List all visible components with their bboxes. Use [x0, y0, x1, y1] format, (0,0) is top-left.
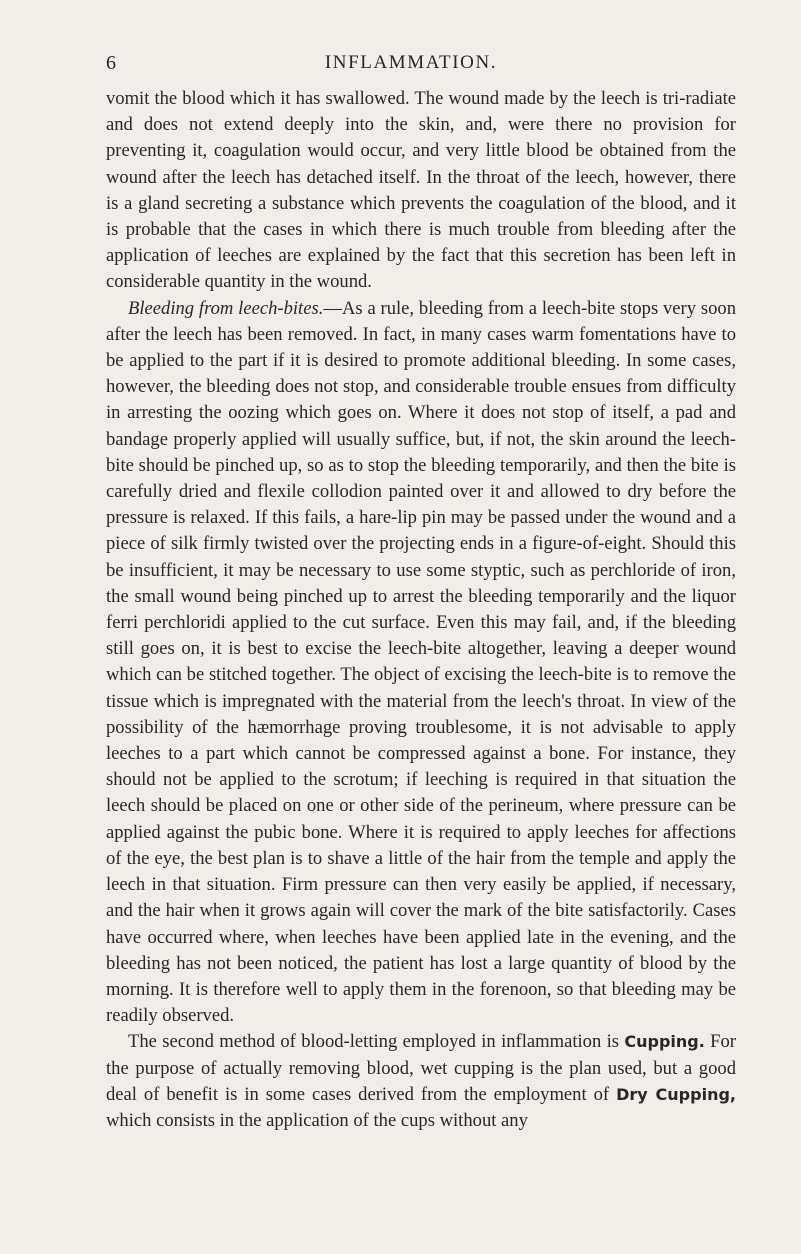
paragraph-3-part-b: For the purpose of actually removing blood, wet cupping is the plan used, but a good deal of benefit is in some cases derived from the employment of: [106, 1031, 736, 1105]
paragraph-2: [106, 296, 736, 1030]
paragraph-3: [106, 1029, 736, 1134]
body-text: [106, 86, 736, 1134]
paragraph-3-part-a: The second method of blood-letting employed in inflammation is: [128, 1031, 625, 1053]
term-cupping: Cupping.: [624, 1032, 705, 1052]
running-head: INFLAMMATION.: [324, 52, 498, 73]
paragraph-2-text: —As a rule, bleeding from a leech-bite stops very soon after the leech has been removed. In fact, in many cases warm fomentations have to be applied to the part if it is desired to promote additional bleeding. In some cases, however, the bleeding does not stop, and considerable trouble ensues from difficulty in arresting the oozing which goes on. Where it does not stop of itself, a pad and bandage properly applied will usually suffice, but, if not, the skin around the leech-bite should be pinched up, so as to stop the bleeding temporarily, and then the bite is carefully dried and flexile collodion painted over it and allowed to dry before the pressure is relaxed. If this fails, a hare-lip pin may be passed under the wound and a piece of silk firmly twisted over the projecting ends in a figure-of-eight. Should this be insufficient, it may be necessary to use some styptic, such as perchloride of iron, the small wound being pinched up to arrest the bleeding temporarily and the liquor ferri perchloridi applied to the cut surface. Even this may fail, and, if the bleeding still goes on, it is best to excise the leech-bite altogether, leaving a deeper wound which can be stitched together. The object of excising the leech-bite is to remove the tissue which is impregnated with the material from the leech's throat. In view of the possibility of the hæmorrhage proving troublesome, it is not advisable to apply leeches to a part which cannot be compressed against a bone. For instance, they should not be applied to the scrotum; if leeching is required in that situation the leech should be placed on one or other side of the perineum, where pressure can be applied against the pubic bone. Where it is required to apply leeches for affections of the eye, the best plan is to shave a little of the hair from the temple and apply the leech in that situation. Firm pressure can then very easily be applied, if necessary, and the hair when it grows again will cover the mark of the bite satisfactorily. Cases have occurred where, when leeches have been applied late in the evening, and the bleeding has not been noticed, the patient has lost a large quantity of blood by the morning. It is therefore well to apply them in the forenoon, so that bleeding may be readily observed.: [106, 297, 736, 1027]
page-header: [106, 48, 716, 78]
section-heading-leech-bites: Bleeding from leech-bites.: [128, 297, 324, 319]
paragraph-3-part-c: which consists in the application of the cups without any: [106, 1109, 528, 1131]
paragraph-1: vomit the blood which it has swallowed. The wound made by the leech is tri-radiate and does not extend deeply into the skin, and, were there no provision for preventing it, coagulation would occur, and very little blood be obtained from the wound after the leech has detached itself. In the throat of the leech, however, there is a gland secreting a substance which prevents the coagulation of the blood, and it is probable that the cases in which there is much trouble from bleeding after the application of leeches are explained by the fact that this secretion has been left in considerable quantity in the wound.: [106, 88, 736, 293]
page-number: 6: [106, 52, 116, 74]
term-dry-cupping: Dry Cupping,: [616, 1084, 736, 1104]
